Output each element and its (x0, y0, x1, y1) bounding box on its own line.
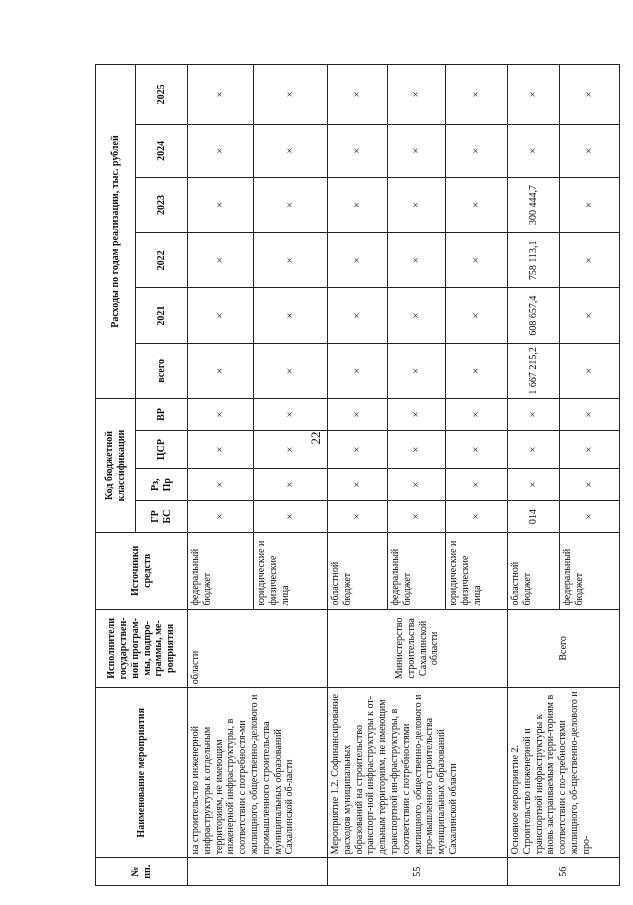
cell-x: × (388, 65, 446, 125)
header-budget-code: Код бюджетной классификации (96, 399, 136, 533)
cell-source: федеральный бюджет (188, 533, 254, 610)
cell-x: × (560, 343, 620, 398)
cell-x: × (388, 124, 446, 177)
cell-x: × (388, 399, 446, 431)
cell-x: × (254, 65, 328, 125)
cell-source: юридические и физические лица (446, 533, 508, 610)
cell-x: × (328, 288, 388, 343)
cell-x: × (188, 399, 254, 431)
cell-x: × (388, 233, 446, 288)
cell-x: × (188, 469, 254, 501)
header-2022: 2022 (136, 233, 188, 288)
header-2023: 2023 (136, 177, 188, 232)
header-2025: 2025 (136, 65, 188, 125)
cell-source: федеральный бюджет (560, 533, 620, 610)
header-total: всего (136, 343, 188, 398)
cell-x: × (254, 288, 328, 343)
table-row (328, 65, 388, 886)
cell-x: × (388, 430, 446, 468)
cell-x: × (388, 469, 446, 501)
cell-2023: 300 444,7 (508, 177, 560, 232)
cell-x: × (188, 233, 254, 288)
cell-x: × (560, 124, 620, 177)
cell-source: юридические и физические лица (254, 533, 328, 610)
cell-x: × (446, 124, 508, 177)
cell-x: × (188, 177, 254, 232)
cell-x: × (560, 177, 620, 232)
cell-total: 1 667 215,2 (508, 343, 560, 398)
cell-x: × (446, 430, 508, 468)
cell-x: × (560, 469, 620, 501)
cell-2021: 608 657,4 (508, 288, 560, 343)
cell-x: × (188, 124, 254, 177)
table-row (188, 65, 254, 886)
cell-num: 55 (328, 858, 508, 886)
cell-x: × (508, 399, 560, 431)
cell-x: × (508, 469, 560, 501)
cell-x: × (560, 399, 620, 431)
cell-x: × (328, 399, 388, 431)
cell-num: 56 (508, 858, 620, 886)
cell-x: × (560, 233, 620, 288)
cell-x: × (188, 430, 254, 468)
header-rz-pr: Рз, Пр (136, 469, 188, 501)
cell-x: × (328, 469, 388, 501)
cell-x: × (328, 177, 388, 232)
cell-x: × (328, 65, 388, 125)
header-num: № пп. (96, 858, 188, 886)
header-2021: 2021 (136, 288, 188, 343)
cell-x: × (446, 343, 508, 398)
cell-x: × (328, 343, 388, 398)
cell-x: × (446, 177, 508, 232)
budget-table (95, 64, 620, 886)
cell-source: областной бюджет (328, 533, 388, 610)
header-csr: ЦСР (136, 430, 188, 468)
cell-x: × (560, 65, 620, 125)
cell-x: × (254, 233, 328, 288)
cell-source: федеральный бюджет (388, 533, 446, 610)
cell-x: × (446, 65, 508, 125)
cell-x: × (254, 177, 328, 232)
header-sources: Источники средств (96, 533, 188, 610)
cell-x: × (508, 65, 560, 125)
cell-x: × (254, 501, 328, 533)
cell-x: × (254, 124, 328, 177)
cell-executor: Всего (508, 609, 620, 688)
cell-gr-bs: 014 (508, 501, 560, 533)
header-vr: ВР (136, 399, 188, 431)
header-expenses: Расходы по годам реализации, тыс. рублей (96, 65, 136, 399)
cell-x: × (254, 399, 328, 431)
cell-x: × (328, 501, 388, 533)
cell-x: × (388, 177, 446, 232)
cell-executor: Министерство строительства Сахалинской области (328, 609, 508, 688)
cell-x: × (188, 288, 254, 343)
cell-x: × (188, 65, 254, 125)
page-number: 22 (308, 431, 323, 445)
cell-x: × (446, 288, 508, 343)
cell-x: × (388, 288, 446, 343)
cell-name: Мероприятие 1.2. Софинансирование расходов муниципальных образований на строительство транспорт-ной инфраструктуры к от-дельным территориям, не имеющим транспортной ин-фраструктуры, в соответствии с потребностями жилищного, общественно-делового и про-мышленного строительства муниципальных образований Сахалинской области (328, 688, 508, 858)
header-2024: 2024 (136, 124, 188, 177)
table-row (508, 65, 560, 886)
cell-x: × (508, 430, 560, 468)
cell-x: × (560, 501, 620, 533)
cell-x: × (328, 430, 388, 468)
cell-x: × (388, 501, 446, 533)
cell-num (188, 858, 328, 886)
header-name: Наименование мероприятия (96, 688, 188, 858)
cell-x: × (388, 343, 446, 398)
cell-x: × (446, 501, 508, 533)
cell-x: × (328, 124, 388, 177)
cell-executor: области (188, 609, 328, 688)
header-gr-bs: ГР БС (136, 501, 188, 533)
cell-x: × (446, 469, 508, 501)
cell-x: × (560, 430, 620, 468)
cell-x: × (188, 501, 254, 533)
cell-x: × (446, 233, 508, 288)
cell-x: × (446, 399, 508, 431)
cell-2022: 758 113,1 (508, 233, 560, 288)
rotated-table-container (95, 64, 619, 886)
cell-x: × (254, 430, 328, 468)
cell-x: × (328, 233, 388, 288)
header-executor: Исполнители государствен-ной програм-мы, подпро-граммы, ме-роприятия (96, 609, 188, 688)
cell-x: × (560, 288, 620, 343)
cell-name: на строительство инженерной инфраструктуры к отдельным территориям, не имеющим инженерной инфраструктуры, в соответствии с потребностя-ми жилищного, общественно-делового и промышленного строительства муниципальных образований Сахалинской об-ласти (188, 688, 328, 858)
cell-x: × (254, 343, 328, 398)
cell-x: × (188, 343, 254, 398)
cell-source: областной бюджет (508, 533, 560, 610)
cell-name: Основное мероприятие 2. Строительство инженерной и транспортной инфраструктуры к вновь застраиваемым терри-ториям в соответствии с по-требностями жилищного, об-щественно-делового и про- (508, 688, 620, 858)
cell-x: × (254, 469, 328, 501)
cell-x: × (508, 124, 560, 177)
